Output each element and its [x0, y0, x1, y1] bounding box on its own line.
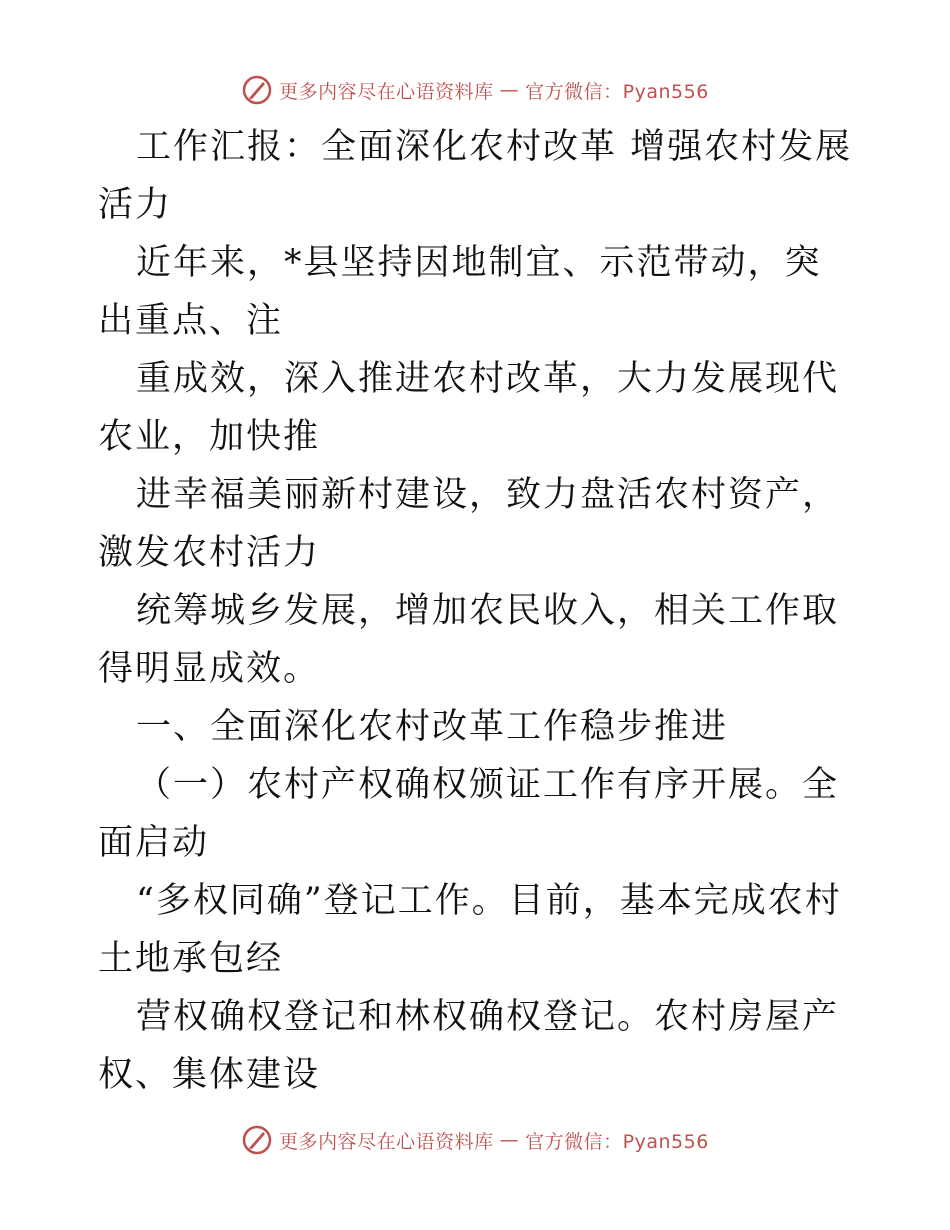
paragraph-1: 近年来，*县坚持因地制宜、示范带动，突出重点、注 — [98, 243, 822, 341]
header-watermark — [0, 74, 950, 106]
quill-pen-logo-icon — [241, 74, 273, 106]
watermark-text: 更多内容尽在心语资料库 — [279, 80, 494, 103]
paragraph-3: 进幸福美丽新村建设，致力盘活农村资产，激发农村活力 — [98, 475, 840, 573]
watermark-dash: — — [499, 79, 520, 101]
paragraph-2: 重成效，深入推进农村改革，大力发展现代农业，加快推 — [98, 359, 840, 457]
footer-watermark — [0, 1124, 950, 1156]
paragraph-7: “多权同确”登记工作。目前，基本完成农村土地承包经 — [98, 881, 842, 979]
watermark-contact: 官方微信：Pyan556 — [525, 1130, 709, 1153]
paragraph-8: 营权确权登记和林权确权登记。农村房屋产权、集体建设 — [98, 997, 840, 1095]
paragraph-4: 统筹城乡发展，增加农民收入，相关工作取得明显成效。 — [98, 591, 840, 689]
paragraph-6: （一）农村产权确权颁证工作有序开展。全面启动 — [98, 765, 840, 863]
quill-pen-logo-icon — [241, 1124, 273, 1156]
paragraph-title: 工作汇报：全面深化农村改革 增强农村发展活力 — [98, 127, 853, 225]
section-heading-1: 一、全面深化农村改革工作稳步推进 — [136, 707, 729, 747]
document-body — [98, 118, 858, 1104]
watermark-dash: — — [499, 1129, 520, 1151]
watermark-contact: 官方微信：Pyan556 — [525, 80, 709, 103]
watermark-text: 更多内容尽在心语资料库 — [279, 1130, 494, 1153]
